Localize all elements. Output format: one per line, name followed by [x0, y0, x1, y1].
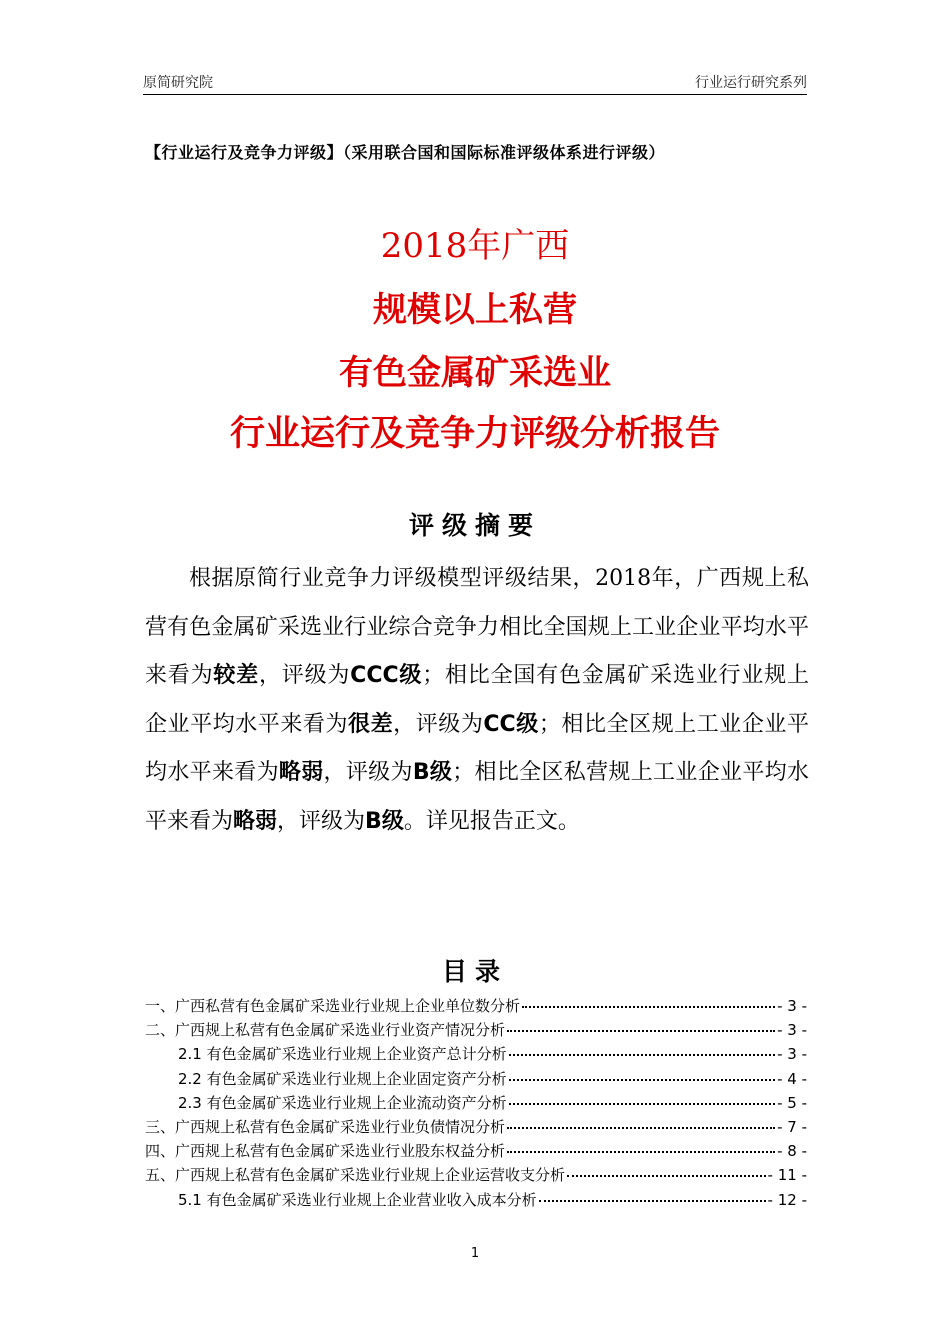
summary-text: ，评级为 [277, 808, 366, 834]
toc-entry[interactable] [145, 994, 807, 1018]
toc-subentry[interactable] [145, 1091, 807, 1115]
toc-leader-dots [509, 1091, 775, 1105]
toc-leader-dots [507, 1018, 775, 1032]
toc-entry-title: 三、广西规上私营有色金属矿采选业行业负债情况分析 [145, 1118, 506, 1137]
toc-subentry[interactable] [145, 1042, 807, 1066]
toc-entry-page: - 11 - [767, 1166, 807, 1185]
toc-entry-page: - 5 - [777, 1093, 807, 1112]
summary-text: ，评级为 [323, 760, 413, 786]
summary-text: ；相比全区私营规上工业企业平均水平来看为 [145, 760, 809, 834]
toc-entry-page: - 3 - [777, 1045, 807, 1064]
report-title-line-2: 规模以上私营 [373, 290, 577, 330]
summary-text: ；相比全区规上工业企业平均水平来看为 [145, 711, 809, 786]
summary-emphasis: CC级 [483, 711, 539, 737]
toc-entry-title: 2.1 有色金属矿采选业行业规上企业资产总计分析 [178, 1045, 507, 1064]
report-title-line-4: 行业运行及竞争力评级分析报告 [229, 413, 720, 454]
summary-emphasis: 略弱 [233, 808, 278, 834]
toc-entry-title: 五、广西规上私营有色金属矿采选业行业规上企业运营收支分析 [145, 1166, 566, 1185]
toc-entry-page: - 3 - [777, 1021, 807, 1040]
toc-entry-page: - 4 - [777, 1069, 807, 1088]
report-title-line-1: 2018年广西 [380, 226, 570, 266]
toc-leader-dots [507, 1139, 775, 1153]
toc-entry[interactable] [145, 1115, 807, 1139]
summary-emphasis: 略弱 [278, 760, 324, 786]
toc-entry-title: 一、广西私营有色金属矿采选业行业规上企业单位数分析 [145, 997, 521, 1015]
toc-entry-page: - 12 - [767, 1190, 807, 1209]
summary-text: 根据原简行业竞争力评级模型评级结果，2018年，广西规上私营有色金属矿采选业行业综合竞争力相比全国规上工业企业平均水平来看为 [145, 566, 809, 689]
summary-text: 。详见报告正文。 [403, 808, 580, 834]
toc-subentry[interactable] [145, 1067, 807, 1091]
toc-entry-page: - 7 - [777, 1118, 807, 1137]
toc-entry[interactable] [145, 1018, 807, 1042]
toc-leader-dots [567, 1163, 766, 1177]
toc-subentry[interactable] [145, 1188, 807, 1212]
toc-entry-title: 2.3 有色金属矿采选业行业规上企业流动资产分析 [178, 1093, 507, 1112]
summary-emphasis: CCC级 [350, 663, 423, 689]
toc-entry-page: - 8 - [777, 1142, 807, 1161]
summary-heading: 评级摘要 [408, 511, 541, 540]
page-number: 1 [470, 1246, 480, 1261]
report-title-line-3: 有色金属矿采选业 [339, 353, 611, 393]
header-series: 行业运行研究系列 [695, 75, 807, 91]
toc-entry-title: 2.2 有色金属矿采选业行业规上企业固定资产分析 [178, 1069, 507, 1088]
summary-text: ，评级为 [393, 711, 484, 737]
toc-entry[interactable] [145, 1163, 807, 1187]
table-of-contents [145, 994, 807, 1212]
header-organization: 原简研究院 [143, 75, 213, 91]
toc-leader-dots [522, 994, 775, 1008]
toc-entry[interactable] [145, 1139, 807, 1163]
summary-emphasis: B级 [365, 808, 404, 834]
summary-paragraph [145, 555, 809, 847]
toc-entry-title: 四、广西规上私营有色金属矿采选业行业股东权益分析 [145, 1142, 506, 1161]
toc-entry-page: - 3 - [777, 997, 807, 1015]
toc-leader-dots [509, 1067, 775, 1081]
rating-note: 【行业运行及竞争力评级】（采用联合国和国际标准评级体系进行评级） [145, 143, 666, 162]
summary-text: ；相比全国有色金属矿采选业行业规上企业平均水平来看为 [145, 663, 809, 737]
summary-emphasis: 很差 [348, 711, 394, 737]
toc-leader-dots [507, 1115, 775, 1129]
toc-entry-title: 5.1 有色金属矿采选业行业规上企业营业收入成本分析 [178, 1190, 537, 1209]
summary-text: ，评级为 [258, 663, 351, 689]
summary-emphasis: B级 [412, 760, 453, 786]
toc-leader-dots [539, 1188, 766, 1202]
toc-leader-dots [509, 1042, 775, 1056]
page-header [143, 64, 807, 95]
toc-heading: 目录 [441, 957, 508, 986]
summary-emphasis: 较差 [213, 663, 259, 689]
toc-entry-title: 二、广西规上私营有色金属矿采选业行业资产情况分析 [145, 1021, 506, 1040]
